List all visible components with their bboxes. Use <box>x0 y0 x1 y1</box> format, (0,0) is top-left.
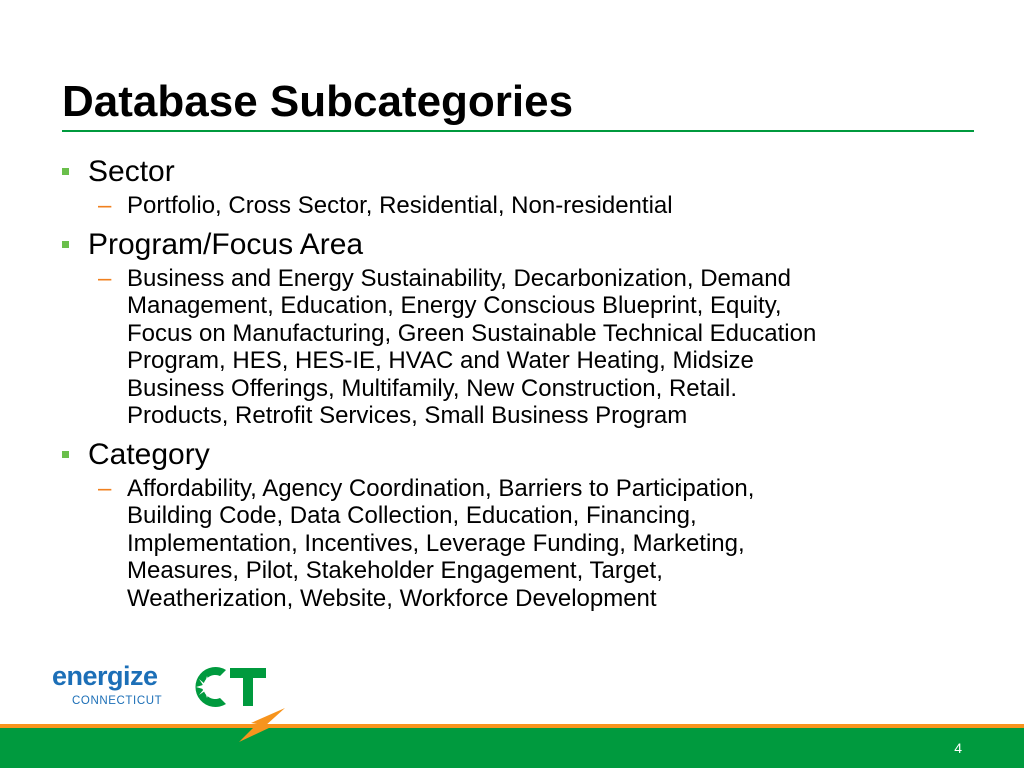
dash-bullet-icon: – <box>98 474 112 502</box>
bullet-heading: Category <box>88 437 210 471</box>
ct-mark-icon <box>186 664 268 710</box>
sub-bullet-line: Measures, Pilot, Stakeholder Engagement, Target, <box>127 557 663 584</box>
sub-bullet-category <box>60 475 957 613</box>
sub-bullet-line: Implementation, Incentives, Leverage Funding, Marketing, <box>127 529 745 557</box>
bullet-heading: Program/Focus Area <box>88 227 364 261</box>
sub-bullet-line: Portfolio, Cross Sector, Residential, Non-residential <box>127 192 673 219</box>
slide-title: Database Subcategories <box>62 77 574 126</box>
slide-content <box>60 152 960 617</box>
sub-bullet-line: Building Code, Data Collection, Education, Financing, <box>127 502 697 529</box>
dash-bullet-icon: – <box>98 192 112 219</box>
square-bullet-icon <box>62 451 69 458</box>
sub-bullet-line: Weatherization, Website, Workforce Development <box>127 584 657 612</box>
square-bullet-icon <box>62 168 69 175</box>
bullet-program-focus-area <box>60 225 960 265</box>
sub-bullet-line: Program, HES, HES-IE, HVAC and Water Heating, Midsize <box>127 347 754 374</box>
sub-bullet-line: Management, Education, Energy Conscious Blueprint, Equity, <box>127 292 782 319</box>
title-divider <box>62 130 974 132</box>
bullet-heading: Sector <box>88 155 175 188</box>
square-bullet-icon <box>62 241 69 248</box>
dash-bullet-icon: – <box>98 264 112 292</box>
sub-bullet-line: Business Offerings, Multifamily, New Construction, Retail. <box>127 374 737 402</box>
page-number: 4 <box>954 740 962 756</box>
bullet-sector <box>60 152 960 192</box>
sub-bullet-sector <box>60 192 957 220</box>
sub-bullet-line: Focus on Manufacturing, Green Sustainable Technical Education <box>127 319 817 347</box>
sub-bullet-line: Products, Retrofit Services, Small Business Program <box>127 402 688 429</box>
logo-subtitle: CONNECTICUT <box>72 695 163 707</box>
lightning-bolt-icon <box>235 706 287 744</box>
sub-bullet-line: Affordability, Agency Coordination, Barriers to Participation, <box>127 474 755 502</box>
sub-bullet-program-focus-area <box>60 265 957 430</box>
sub-bullet-line: Business and Energy Sustainability, Decarbonization, Demand <box>127 264 791 292</box>
logo-wordmark: energize <box>52 661 158 691</box>
footer-bar <box>0 728 1024 768</box>
bullet-category <box>60 435 960 475</box>
